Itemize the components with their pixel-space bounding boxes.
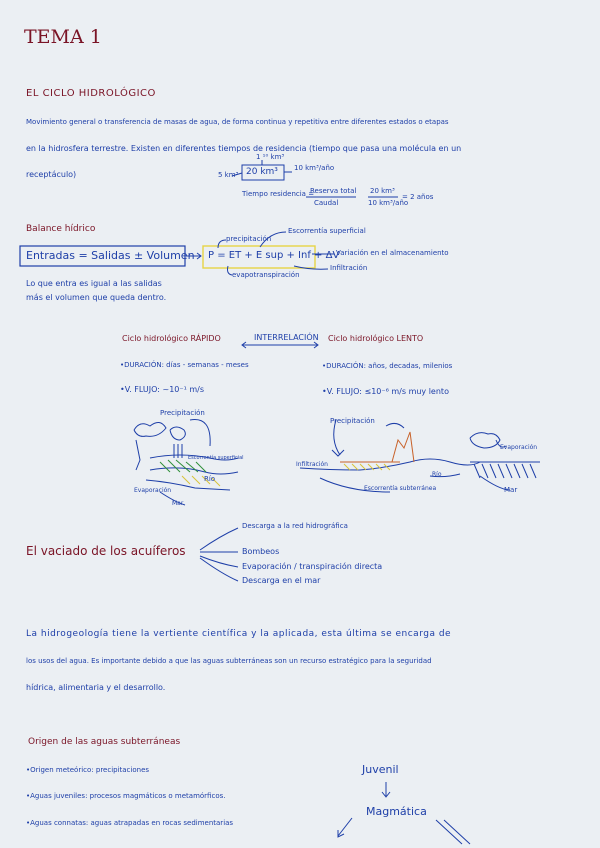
magmatica-label: Magmática bbox=[366, 805, 427, 818]
page-title: TEMA 1 bbox=[24, 26, 102, 48]
vaciado-item-4: Descarga en el mar bbox=[242, 576, 321, 585]
slow-rio-label: Río bbox=[432, 471, 442, 478]
formula-label: Tiempo residencia = bbox=[242, 190, 315, 198]
formula-denominator: Caudal bbox=[314, 199, 339, 207]
slow-escorrentia-label: Escorrentía subterránea bbox=[364, 485, 437, 492]
formula-numerator: Reserva total bbox=[310, 187, 357, 195]
slow-cycle-orange bbox=[340, 432, 414, 462]
formula-result: = 2 años bbox=[402, 193, 434, 201]
p-equation: P = ET + E sup + Inf + ΔV bbox=[208, 250, 340, 261]
box-left-label: 5 km³ bbox=[218, 171, 239, 179]
rapid-cycle-title: Ciclo hidrológico RÁPIDO bbox=[122, 334, 221, 343]
variacion-label: Variación en el almacenamiento bbox=[336, 249, 449, 257]
hidrogeologia-line3: hídrica, alimentaria y el desarrollo. bbox=[26, 683, 166, 692]
rapid-mar-label: Mar bbox=[172, 500, 184, 507]
slow-flujo: •V. FLUJO: ≤10⁻⁶ m/s muy lento bbox=[322, 387, 449, 396]
section-heading-balance: Balance hídrico bbox=[26, 224, 96, 234]
vaciado-item-2: Bombeos bbox=[242, 547, 280, 556]
vaciado-item-3: Evaporación / transpiración directa bbox=[242, 562, 383, 571]
evapotranspiracion-label: evapotranspiración bbox=[232, 271, 300, 279]
formula-denominator-2: 10 km³/año bbox=[368, 199, 409, 207]
precip-arrow bbox=[218, 240, 226, 248]
slow-cycle-hatch bbox=[474, 464, 536, 478]
slow-infiltracion-label: Infiltración bbox=[296, 461, 328, 468]
rapid-evaporacion-label: Evaporación bbox=[134, 487, 172, 494]
interrelacion-label: INTERRELACIÓN bbox=[254, 333, 319, 342]
box-value: 20 km³ bbox=[246, 167, 278, 177]
origen-item-3: •Aguas connatas: aguas atrapadas en rocas sedimentarias bbox=[26, 819, 234, 827]
rapid-rio-label: Río bbox=[204, 475, 216, 483]
slow-evaporacion-label: Evaporación bbox=[500, 444, 538, 451]
vaciado-arrows bbox=[200, 528, 238, 581]
hidrogeologia-line1: La hidrogeología tiene la vertiente científica y la aplicada, esta última se encarga de bbox=[26, 629, 452, 639]
box-right-label: 10 km³/año bbox=[294, 164, 335, 172]
section-heading-vaciado: El vaciado de los acuíferos bbox=[26, 544, 186, 558]
balance-note-line2: más el volumen que queda dentro. bbox=[26, 293, 167, 302]
juvenil-label: Juvenil bbox=[362, 763, 399, 776]
balance-note-line1: Lo que entra es igual a las salidas bbox=[26, 279, 162, 288]
section-heading-ciclo: EL CICLO HIDROLÓGICO bbox=[26, 88, 156, 99]
rapid-escorrentia-label: Escorrentía superficial bbox=[188, 455, 244, 461]
hidrogeologia-line2: los usos del agua. Es importante debido a que las aguas subterráneas son un recurso estratégico para la seguridad bbox=[26, 657, 432, 665]
rapid-precip-label: Precipitación bbox=[160, 409, 205, 417]
slow-mar-label: Mar bbox=[504, 486, 518, 494]
precipitacion-label: precipitación bbox=[226, 235, 272, 243]
ciclo-paragraph-line1: Movimiento general o transferencia de masas de agua, de forma continua y repetitiva entre diferentes estados o etapas bbox=[26, 118, 449, 126]
escorrentia-label: Escorrentía superficial bbox=[288, 227, 366, 235]
slow-cycle-title: Ciclo hidrológico LENTO bbox=[328, 334, 424, 343]
ciclo-paragraph-line2: en la hidrosfera terrestre. Existen en diferentes tiempos de residencia (tiempo que pasa una molécula en un bbox=[26, 144, 462, 153]
origen-item-2: •Aguas juveniles: procesos magmáticos o metamórficos. bbox=[26, 792, 226, 800]
origen-item-1: •Origen meteórico: precipitaciones bbox=[26, 766, 150, 774]
vaciado-item-1: Descarga a la red hidrográfica bbox=[242, 522, 348, 530]
section-heading-origen: Origen de las aguas subterráneas bbox=[28, 737, 181, 747]
balance-equation: Entradas = Salidas ± Volumen bbox=[26, 249, 195, 262]
formula-numerator-2: 20 km³ bbox=[370, 187, 395, 195]
box-top-label: 1 ¹⁰ km³ bbox=[256, 153, 285, 161]
ciclo-paragraph-line3: receptáculo) bbox=[26, 170, 77, 179]
infiltracion-label: Infiltración bbox=[330, 264, 368, 272]
slow-duracion: •DURACIÓN: años, decadas, milenios bbox=[322, 362, 453, 370]
slow-cycle-diagram bbox=[300, 417, 540, 492]
slow-precip-label: Precipitación bbox=[330, 417, 375, 425]
rapid-duracion: •DURACIÓN: días - semanas - meses bbox=[120, 361, 249, 369]
rapid-flujo: •V. FLUJO: ~10⁻¹ m/s bbox=[120, 385, 205, 394]
